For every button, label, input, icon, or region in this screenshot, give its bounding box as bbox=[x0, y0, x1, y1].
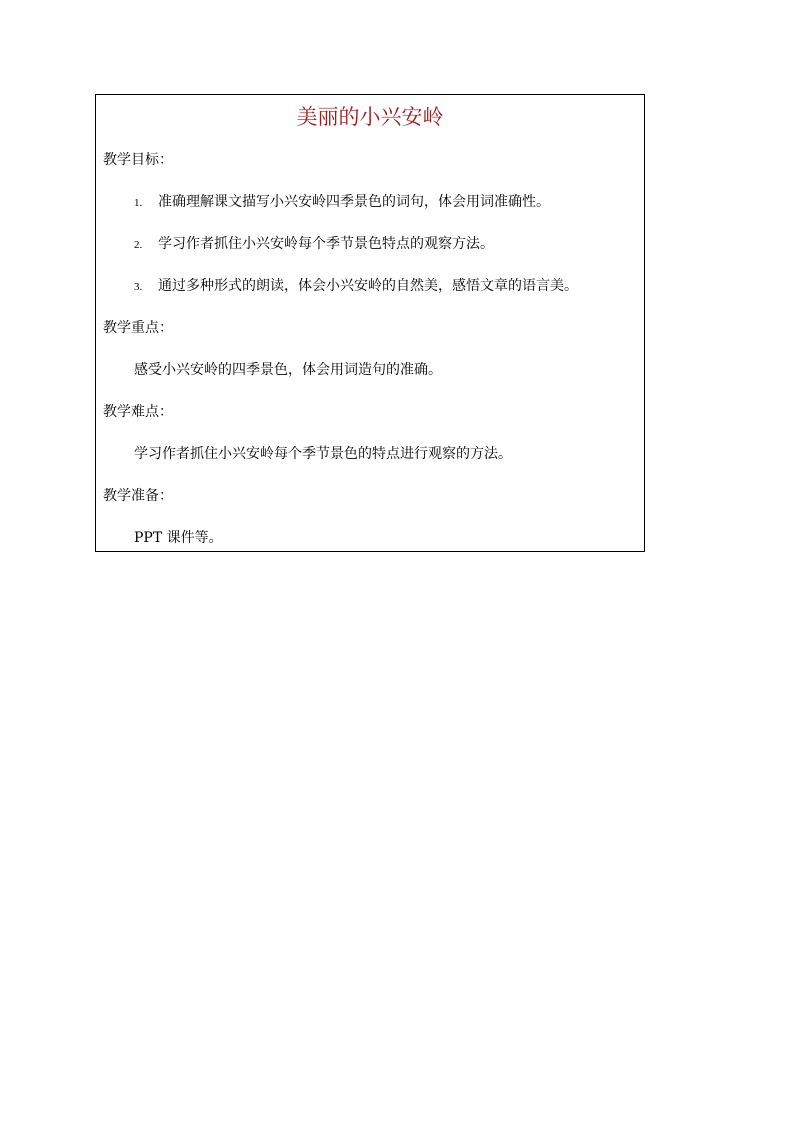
preparation-heading: 教学准备： bbox=[103, 488, 173, 504]
key-points-text: 感受小兴安岭的四季景色，体会用词造句的准确。 bbox=[134, 362, 442, 378]
objective-number: 1. bbox=[134, 197, 143, 209]
page-title: 美丽的小兴安岭 bbox=[296, 105, 444, 129]
objective-text: 学习作者抓住小兴安岭每个季节景色特点的观察方法。 bbox=[158, 236, 494, 252]
objective-text: 准确理解课文描写小兴安岭四季景色的词句，体会用词准确性。 bbox=[158, 194, 550, 210]
objective-text: 通过多种形式的朗读，体会小兴安岭的自然美，感悟文章的语言美。 bbox=[158, 278, 578, 294]
objectives-heading: 教学目标： bbox=[103, 152, 173, 168]
objective-item bbox=[134, 193, 550, 212]
lesson-plan-box bbox=[95, 94, 645, 552]
preparation-text: PPT 课件等。 bbox=[134, 530, 223, 546]
difficulties-heading: 教学难点： bbox=[103, 404, 173, 420]
difficulties-text: 学习作者抓住小兴安岭每个季节景色的特点进行观察的方法。 bbox=[134, 446, 512, 462]
key-points-heading: 教学重点： bbox=[103, 320, 173, 336]
objective-number: 2. bbox=[134, 239, 143, 251]
objective-item bbox=[134, 235, 494, 254]
objective-number: 3. bbox=[134, 281, 143, 293]
objective-item bbox=[134, 277, 578, 296]
